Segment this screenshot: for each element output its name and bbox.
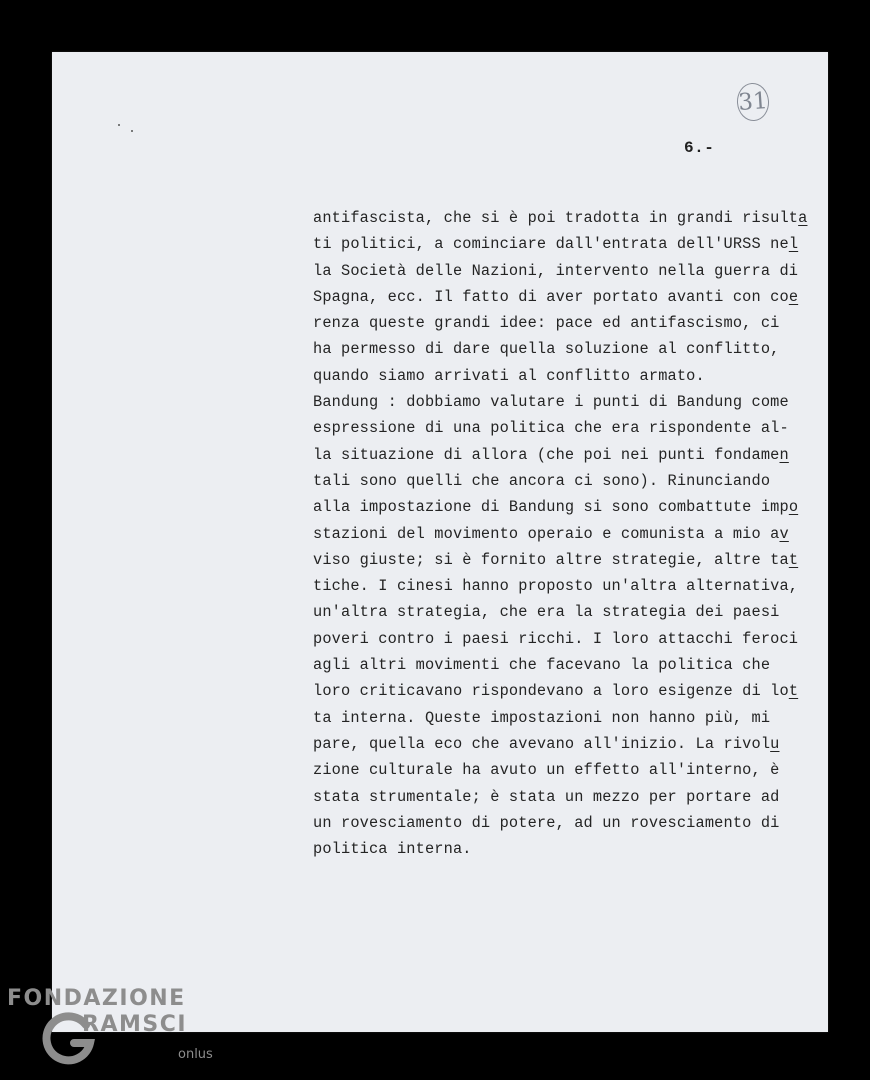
text-line-body: un rovesciamento di potere, ad un rovesciamento di: [313, 813, 780, 832]
text-line: [313, 336, 828, 362]
page-number: 6.-: [684, 139, 715, 157]
hyphenation-underline: l: [788, 235, 799, 254]
text-line-body: stata strumentale; è stata un mezzo per portare ad: [313, 787, 780, 806]
text-line: [313, 521, 828, 547]
text-line-body: poveri contro i paesi ricchi. I loro attacchi feroci: [313, 629, 799, 648]
text-line: [313, 757, 828, 783]
paper-speck: [118, 124, 120, 126]
text-line: [313, 468, 828, 494]
hyphenation-underline: t: [788, 682, 799, 701]
watermark-subtitle: RAMSCI: [82, 1012, 188, 1037]
text-line: [313, 205, 828, 231]
text-line: [313, 678, 828, 704]
text-line-body: agli altri movimenti che facevano la politica che: [313, 656, 771, 675]
text-line-body: Spagna, ecc. Il fatto di aver portato avanti con co: [313, 287, 789, 306]
text-line-body: antifascista, che si è poi tradotta in grandi risult: [313, 209, 799, 227]
hyphenation-underline: a: [798, 209, 808, 227]
text-line-body: stazioni del movimento operaio e comunista a mio a: [313, 524, 780, 543]
text-line-body: politica interna.: [313, 840, 472, 859]
text-line: [313, 731, 828, 757]
text-line: [313, 284, 828, 310]
hyphenation-underline: o: [788, 498, 799, 517]
text-line: [313, 573, 828, 599]
text-line-body: alla impostazione di Bandung si sono combattute imp: [313, 498, 789, 517]
typewritten-text: [313, 205, 828, 862]
text-line-body: pare, quella eco che avevano all'inizio. La rivol: [313, 734, 771, 753]
hyphenation-underline: e: [788, 287, 799, 306]
watermark-title: FONDAZIONE: [7, 986, 186, 1011]
text-line: [313, 784, 828, 810]
text-line-body: ti politici, a cominciare dall'entrata dell'URSS ne: [313, 235, 789, 254]
text-line: [313, 389, 828, 415]
text-line: [313, 626, 828, 652]
text-line-body: loro criticavano rispondevano a loro esigenze di lo: [313, 682, 789, 701]
text-line: [313, 310, 828, 336]
text-line-body: la situazione di allora (che poi nei punti fondame: [313, 445, 780, 464]
paper-speck: [131, 130, 133, 132]
hyphenation-underline: v: [779, 524, 789, 543]
hyphenation-underline: t: [788, 550, 799, 569]
text-line: [313, 442, 828, 468]
fondazione-gramsci-watermark: [0, 982, 230, 1080]
text-line: [313, 810, 828, 836]
text-line: [313, 231, 828, 257]
text-line-body: renza queste grandi idee: pace ed antifascismo, ci: [313, 314, 780, 333]
text-line: [313, 494, 828, 520]
text-line-body: espressione di una politica che era rispondente al-: [313, 419, 789, 438]
text-line-body: ta interna. Queste impostazioni non hanno più, mi: [313, 708, 771, 727]
archive-number-stamp: 31: [736, 82, 771, 122]
hyphenation-underline: u: [770, 734, 780, 753]
text-line-body: la Società delle Nazioni, intervento nella guerra di: [313, 261, 799, 280]
text-line: [313, 705, 828, 731]
text-line-body: un'altra strategia, che era la strategia dei paesi: [313, 603, 780, 622]
text-line: [313, 599, 828, 625]
text-line-body: ha permesso di dare quella soluzione al conflitto,: [313, 340, 780, 359]
text-line: [313, 415, 828, 441]
text-line: [313, 258, 828, 284]
watermark-onlus: onlus: [178, 1047, 213, 1062]
text-line: [313, 836, 828, 862]
text-line: [313, 363, 828, 389]
text-line-body: viso giuste; si è fornito altre strategie, altre ta: [313, 550, 789, 569]
text-line: [313, 652, 828, 678]
text-line-body: quando siamo arrivati al conflitto armato.: [313, 366, 705, 385]
text-line-body: tali sono quelli che ancora ci sono). Rinunciando: [313, 471, 771, 490]
text-line-body: Bandung : dobbiamo valutare i punti di Bandung come: [313, 393, 789, 412]
text-line-body: tiche. I cinesi hanno proposto un'altra alternativa,: [313, 577, 799, 596]
text-line-body: zione culturale ha avuto un effetto all'interno, è: [313, 761, 780, 780]
text-line: [313, 547, 828, 573]
hyphenation-underline: n: [779, 445, 789, 464]
